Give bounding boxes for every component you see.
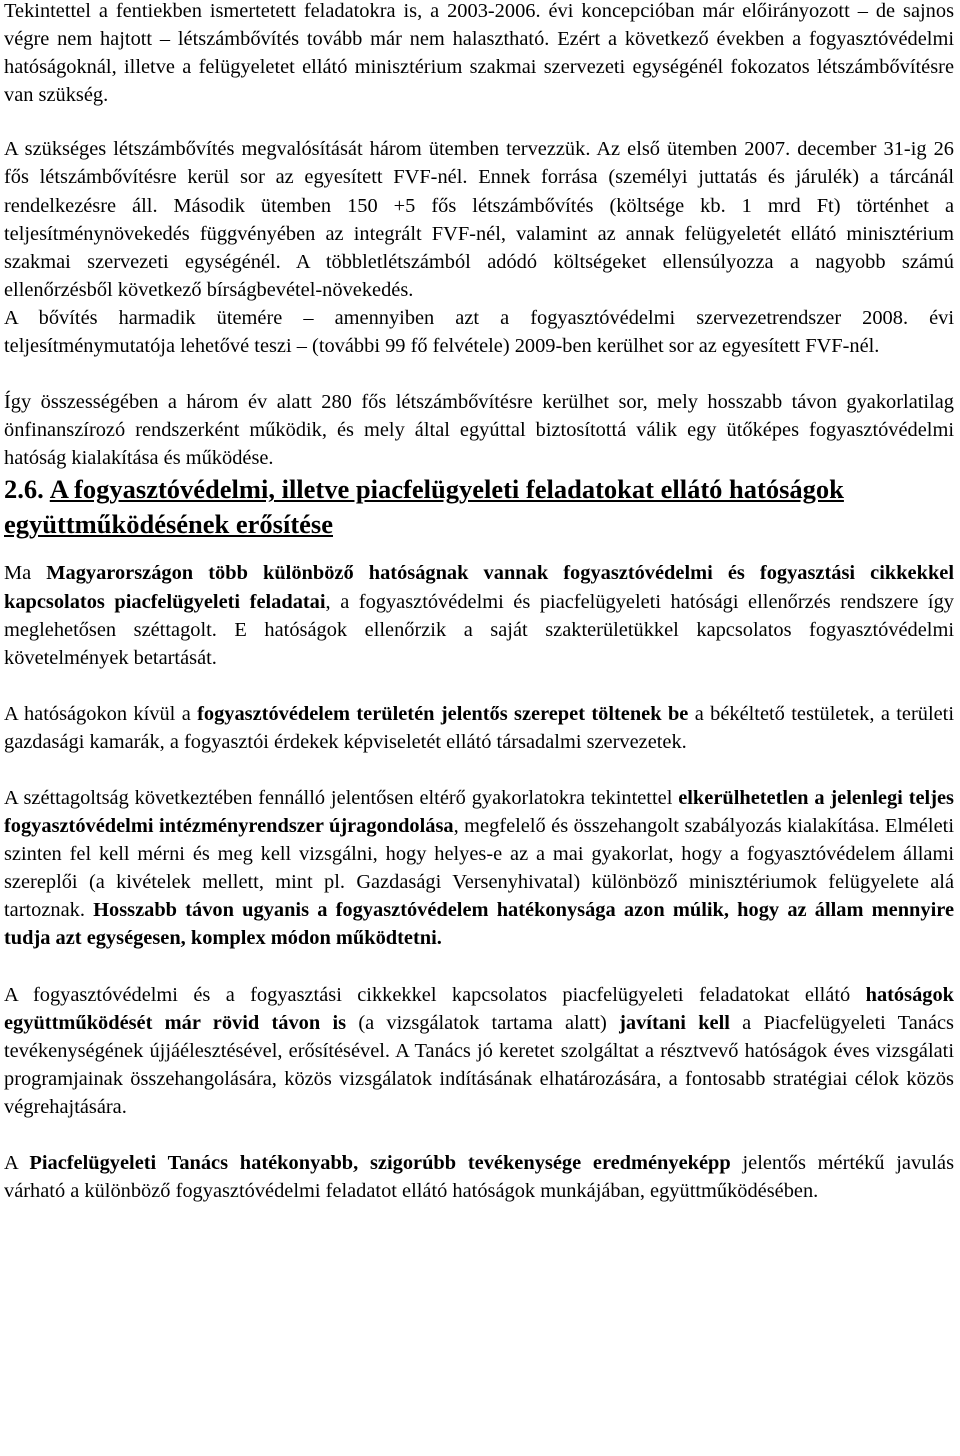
bold-text-run: Hosszabb távon ugyanis a fogyasztóvédelem hatékonysága azon múlik, hogy az állam mennyire tudja azt egységesen, komplex módon működtetni. (4, 899, 954, 950)
section-number: 2.6. (4, 474, 44, 505)
text-run: Így összességében a három év alatt 280 fős létszámbővítésre kerülhet sor, mely hosszabb távon gyakorlatilag önfinanszírozó rendszerként működik, és mely által egyúttal biztosítottá válik egy ütőképes fogyasztóvédelmi hatóság kialakítása és működése. (4, 391, 954, 470)
text-run: a Piacfelügyeleti Tanács tevékenységének újjáélesztésével, erősítésével. A Tanács jó keretet szolgáltat a résztvevő hatóságok éves vizsgálati programjainak összehangolására, közös vizsgálatok indításának elhatározására, a fontosabb stratégiai célok közös végrehajtására. (4, 1011, 954, 1118)
bold-text-run: elkerülhetetlen a jelenlegi teljes fogyasztóvédelmi intézményrendszer újragondolása (4, 786, 954, 838)
bold-text-run: fogyasztóvédelem területén jelentős szerepet töltenek be (197, 702, 689, 725)
paragraph (4, 1149, 954, 1205)
text-run: , a fogyasztóvédelmi és piacfelügyeleti hatósági ellenőrzés rendszere így meglehetősen széttagolt. E hatóságok ellenőrzik a saját szakterületükkel kapcsolatos fogyasztóvédelmi követelmények betartását. (4, 590, 954, 669)
paragraph (4, 388, 954, 472)
section-title: A fogyasztóvédelmi, illetve piacfelügyeleti feladatokat ellátó hatóságok együttműködésének erősítése (4, 474, 844, 540)
paragraph (4, 304, 954, 360)
paragraph (4, 0, 954, 109)
text-run: A bővítés harmadik ütemére – amennyiben azt a fogyasztóvédelmi szervezetrendszer 2008. évi teljesítménymutatója lehetővé teszi – (további 99 fő felvétele) 2009-ben kerülhet sor az egyesített FVF-nél. (4, 306, 954, 358)
text-run: Ma (4, 562, 47, 585)
paragraph (4, 700, 954, 756)
paragraph (4, 135, 954, 304)
text-run: A széttagoltság következtében fennálló jelentősen eltérő gyakorlatokra tekintettel (4, 786, 679, 809)
text-run: jelentős mértékű javulás várható a különböző fogyasztóvédelmi feladatot ellátó hatóságok munkájában, együttműködésében. (4, 1152, 955, 1203)
text-run: , megfelelő és összehangolt szabályozás kialakítása. Elméleti szinten fel kell mérni és meg kell vizsgálni, hogy helyes-e az a mai gyakorlat, hogy a fogyasztóvédelem állami szereplői (a kivételek mellett, mint pl. Gazdasági Versenyhivatal) különböző minisztériumok felügyelete alá tartoznak. (4, 815, 954, 922)
text-run: (a vizsgálatok tartama alatt) (346, 1011, 620, 1034)
bold-text-run: hatóságok együttműködését már rövid távon is (4, 983, 954, 1034)
text-run: A (4, 1152, 30, 1174)
paragraph (4, 784, 954, 953)
section-heading (4, 472, 954, 542)
text-run: A fogyasztóvédelmi és a fogyasztási cikkekkel kapcsolatos piacfelügyeleti feladatokat ellátó (4, 983, 866, 1006)
bold-text-run: Piacfelügyeleti Tanács hatékonyabb, szigorúbb tevékenysége eredményeképp (29, 1152, 731, 1174)
bold-text-run: javítani kell (619, 1011, 730, 1034)
bold-text-run: Magyarországon több különböző hatóságnak vannak fogyasztóvédelmi és fogyasztási cikkekkel kapcsolatos piacfelügyeleti feladatai (4, 562, 954, 613)
paragraph (4, 981, 954, 1121)
text-run: A hatóságokon kívül a (4, 702, 198, 725)
text-run: a békéltető testületek, a területi gazdasági kamarák, a fogyasztói érdekek képviseletét ellátó társadalmi szervezetek. (4, 702, 954, 753)
text-run: Tekintettel a fentiekben ismertetett feladatokra is, a 2003-2006. évi koncepcióban már előirányozott – de sajnos végre nem hajtott – létszámbővítés tovább már nem halasztható. Ezért a következő években a fogyasztóvédelmi hatóságoknál, illetve a felügyeletet ellátó minisztérium szakmai szervezeti egységénél fokozatos létszámbővítésre van szükség. (4, 0, 954, 107)
paragraph (4, 559, 954, 671)
text-run: A szükséges létszámbővítés megvalósítását három ütemben tervezzük. Az első ütemben 2007. december 31-ig 26 fős létszámbővítésre kerül sor az egyesített FVF-nél. Ennek forrása (személyi juttatás és járulék) a tárcánál rendelkezésre áll. Második ütemben 150 +5 fős létszámbővítés (költsége kb. 1 mrd Ft) történhet a teljesítménynövekedés függvényében az integrált FVF-nél, valamint az annak felügyeletét ellátó minisztérium szakmai szervezeti egységénél. A többletlétszámból adódó költségeket ellensúlyozza a nagyobb számú ellenőrzésből következő bírságbevétel-növekedés. (4, 138, 954, 301)
